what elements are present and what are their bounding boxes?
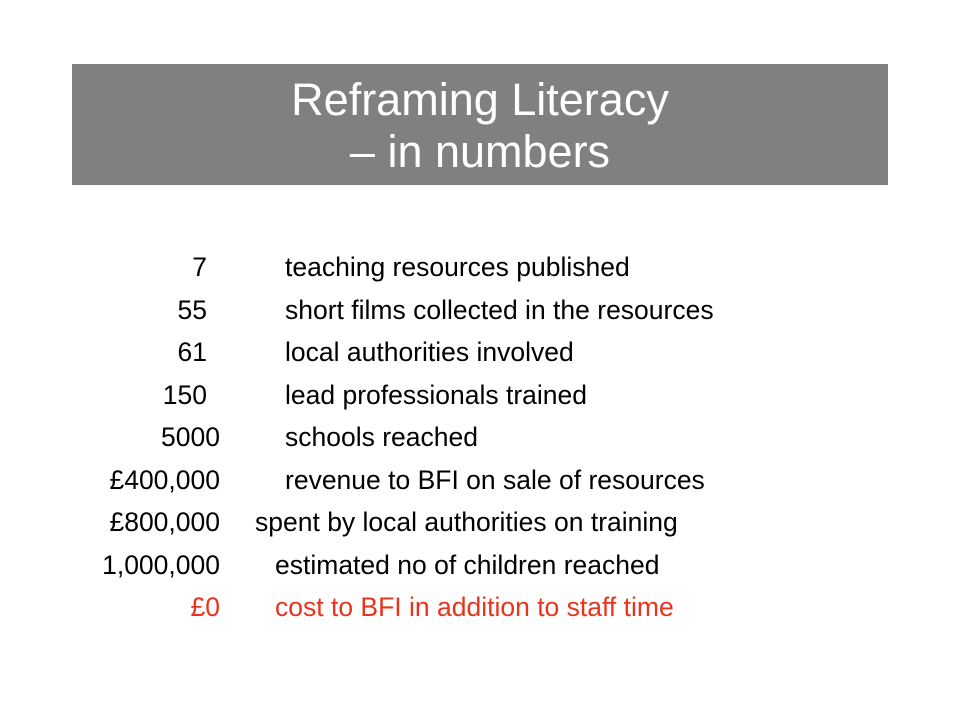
stat-value: £0 — [190, 592, 220, 622]
stat-row — [0, 459, 960, 502]
stat-label: spent by local authorities on training — [255, 507, 678, 537]
stat-row — [0, 501, 960, 544]
stat-label: cost to BFI in addition to staff time — [275, 592, 674, 622]
stat-row — [0, 331, 960, 374]
stat-row — [0, 544, 960, 587]
stats-list — [0, 246, 960, 629]
stat-label: schools reached — [285, 422, 478, 452]
slide-title-banner — [72, 64, 888, 185]
stat-label: lead professionals trained — [285, 379, 587, 410]
stat-label: short films collected in the resources — [285, 294, 714, 325]
stat-value: 55 — [177, 294, 207, 325]
stat-row — [0, 289, 960, 332]
stat-row — [0, 246, 960, 289]
stat-value: 150 — [162, 379, 207, 410]
stat-label: teaching resources published — [285, 252, 630, 282]
stat-value: 5000 — [161, 422, 220, 452]
stat-label: revenue to BFI on sale of resources — [285, 464, 705, 495]
stat-value: 61 — [177, 337, 207, 367]
stat-value: £400,000 — [109, 464, 220, 495]
stat-value: 7 — [192, 252, 207, 282]
stat-row — [0, 416, 960, 459]
slide-title: Reframing Literacy — [291, 74, 669, 125]
stat-row — [0, 374, 960, 417]
stat-value: 1,000,000 — [102, 549, 220, 580]
stat-value: £800,000 — [109, 507, 220, 537]
stat-label: local authorities involved — [285, 337, 574, 367]
stat-label: estimated no of children reached — [275, 549, 660, 580]
slide-subtitle: – in numbers — [349, 126, 611, 177]
stat-row-highlight — [0, 586, 960, 629]
